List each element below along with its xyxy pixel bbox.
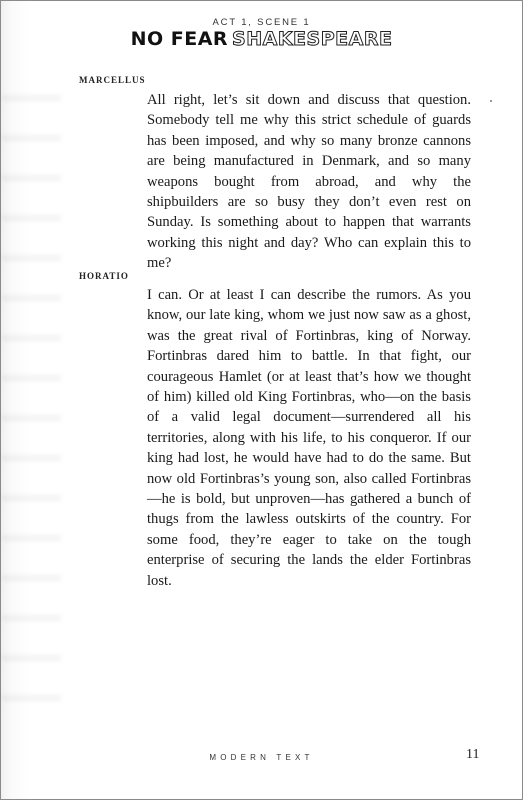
page-number: 11 xyxy=(466,747,480,762)
act-scene-header: ACT 1, SCENE 1 xyxy=(212,17,311,28)
speaker-name: HORATIO xyxy=(79,271,129,281)
series-title-part2: SHAKESPEARE xyxy=(232,28,393,50)
ink-speck xyxy=(490,100,492,102)
series-title-part1: NO FEAR xyxy=(130,28,229,50)
footer-label: MODERN TEXT xyxy=(209,753,314,762)
speaker-name: MARCELLUS xyxy=(79,75,146,85)
page-bleed-through xyxy=(1,61,61,721)
speech-text: I can. Or at least I can describe the rumors. As you know, our late king, whom we just now saw as a ghost, was the great rival of Fortinbras, king of Norway. Fortinbras dared him to battle. In that fight, our courageous Hamlet (or at least that’s how we thought of him) killed old King Fortinbras, who—on the basis of a valid legal document—surrendered all his territories, along with his life, to his conqueror. If our king had lost, he would have had to do the same. But now old Fortinbras’s young son, also called Fortinbras—he is bold, but unproven—has gathered a bunch of thugs from the lawless outskirts of the country. For some food, they’re eager to take on the tough enterprise of securing the lands the elder Fortinbras lost. xyxy=(147,287,471,589)
series-title xyxy=(1,28,522,50)
speech-text: All right, let’s sit down and discuss that question. Somebody tell me why this strict schedule of guards has been imposed, and why so many bronze cannons are being manufactured in Denmark, and so many weapons bought from abroad, and why the shipbuilders are so busy they don’t even rest on Sunday. Is something about to happen that warrants working this night and day? Who can explain this to me? xyxy=(147,92,471,272)
